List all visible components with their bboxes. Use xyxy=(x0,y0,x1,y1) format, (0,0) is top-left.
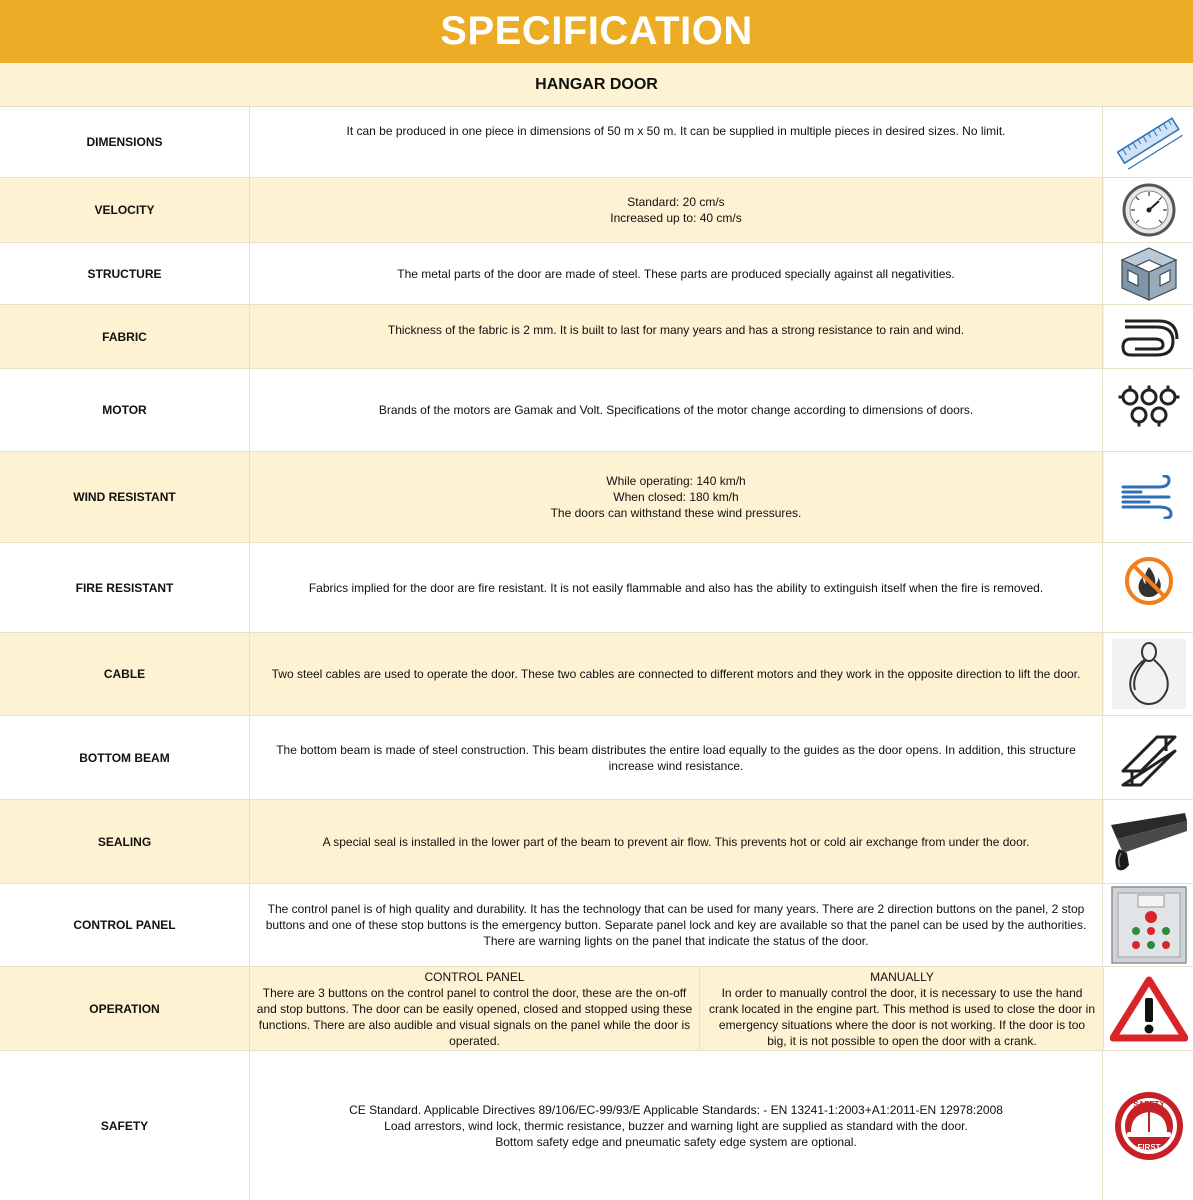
spec-description xyxy=(250,543,1103,632)
spec-description xyxy=(250,178,1103,242)
spec-line: There are warning lights on the panel that indicate the status of the door. xyxy=(483,934,869,948)
spec-line: The metal parts of the door are made of steel. These parts are produced specially against all negativities. xyxy=(397,266,955,281)
spec-line: There are 3 buttons on the control panel to control the door, these are the on-off xyxy=(262,986,687,1000)
spec-row-fabric xyxy=(0,305,1193,369)
spec-label: FABRIC xyxy=(0,305,250,368)
spec-line: Two steel cables are used to operate the door. These two cables are connected to different motors and they work in the opposite direction to lift the door. xyxy=(271,667,1081,681)
spec-label: SEALING xyxy=(0,800,250,883)
spec-line: and stop buttons. The door can be easily opened, closed and stopped using these xyxy=(256,1002,693,1016)
spec-description xyxy=(250,369,1103,451)
operation-heading: MANUALLY xyxy=(870,970,934,984)
warning-icon xyxy=(1104,967,1193,1050)
spec-label: OPERATION xyxy=(0,967,250,1050)
spec-row-motor xyxy=(0,369,1193,452)
spec-row-fire-resistant xyxy=(0,543,1193,633)
spec-line: The bottom beam is made of steel construction. This beam distributes the entire load equally to the guides as the door opens. In addition, this structure xyxy=(276,743,1076,757)
operation-control-panel xyxy=(250,967,700,1050)
spec-label: MOTOR xyxy=(0,369,250,451)
spec-label: WIND RESISTANT xyxy=(0,452,250,542)
spec-line: Bottom safety edge and pneumatic safety edge system are optional. xyxy=(495,1134,857,1149)
spec-label: CABLE xyxy=(0,633,250,715)
safety-first-badge-icon xyxy=(1104,1051,1193,1200)
spec-line: A special seal is installed in the lower part of the beam to prevent air flow. This prevents hot or cold air exchange from under the door. xyxy=(322,834,1030,849)
spec-description xyxy=(250,1051,1103,1200)
spec-description xyxy=(250,106,1103,177)
operation-split xyxy=(250,967,1104,1050)
control-box-icon xyxy=(1104,884,1193,966)
spec-description xyxy=(250,716,1103,799)
spec-row-sealing xyxy=(0,800,1193,884)
fabric-roll-icon xyxy=(1104,305,1193,368)
spec-line: In order to manually control the door, it is necessary to use the hand xyxy=(721,986,1083,1000)
spec-line: Thickness of the fabric is 2 mm. It is built to last for many years and has a strong resistance to rain and wind. xyxy=(387,323,965,337)
spec-label: SAFETY xyxy=(0,1051,250,1200)
spec-line: operated. xyxy=(449,1034,500,1048)
spec-row-safety xyxy=(0,1051,1193,1200)
no-fire-icon xyxy=(1104,543,1193,632)
spec-line: emergency situations where the door is not working. If the door is too xyxy=(718,1018,1086,1032)
spec-label: VELOCITY xyxy=(0,178,250,242)
spec-line: The control panel is of high quality and durability. It has the technology that can be used for many years. There are 2 direction buttons on the panel, 2 stop xyxy=(267,902,1085,916)
spec-row-dimensions xyxy=(0,106,1193,178)
gears-icon xyxy=(1104,369,1193,451)
speedometer-icon xyxy=(1104,178,1193,242)
spec-row-wind-resistant xyxy=(0,452,1193,543)
spec-row-velocity xyxy=(0,178,1193,243)
spec-line: crank located in the engine part. This method is used to close the door in xyxy=(708,1002,1095,1016)
product-name: HANGAR DOOR xyxy=(535,75,658,93)
spec-description xyxy=(250,633,1103,715)
spec-line: Fabrics implied for the door are fire resistant. It is not easily flammable and also has the ability to extinguish itself when the fire is removed. xyxy=(308,580,1044,595)
cable-sling-icon xyxy=(1104,633,1193,715)
badge-top-text: SAFETY xyxy=(1132,1099,1165,1109)
spec-label: BOTTOM BEAM xyxy=(0,716,250,799)
page-title: SPECIFICATION xyxy=(440,9,753,53)
spec-line: functions. There are also audible and visual signals on the panel while the door is xyxy=(258,1018,691,1032)
title-banner xyxy=(0,0,1193,63)
spec-description xyxy=(250,800,1103,883)
spec-line: big, it is not possible to open the door with a crank. xyxy=(767,1034,1037,1048)
spec-line: Load arrestors, wind lock, thermic resistance, buzzer and warning light are supplied as standard with the door. xyxy=(384,1118,968,1133)
subtitle-bar xyxy=(0,63,1193,107)
spec-line: buttons and one of these stop buttons is the emergency button. Separate panel lock and key are available so that the panel can be used by the authorities. xyxy=(265,918,1087,932)
seal-profile-icon xyxy=(1104,800,1193,883)
spec-row-operation xyxy=(0,967,1193,1051)
spec-description xyxy=(250,243,1103,304)
operation-heading: CONTROL PANEL xyxy=(424,970,525,984)
spec-line: Increased up to: 40 cm/s xyxy=(610,211,742,225)
spec-line: Brands of the motors are Gamak and Volt. Specifications of the motor change according to dimensions of doors. xyxy=(378,403,974,417)
spec-row-structure xyxy=(0,243,1193,305)
spec-description xyxy=(250,305,1103,368)
spec-description xyxy=(250,884,1103,966)
spec-line: When closed: 180 km/h xyxy=(613,490,739,504)
spec-label: STRUCTURE xyxy=(0,243,250,304)
spec-row-control-panel xyxy=(0,884,1193,967)
spec-line: It can be produced in one piece in dimensions of 50 m x 50 m. It can be supplied in multiple pieces in desired sizes. No limit. xyxy=(346,124,1006,138)
spec-label: FIRE RESISTANT xyxy=(0,543,250,632)
operation-manually xyxy=(701,967,1103,1050)
spec-row-cable xyxy=(0,633,1193,716)
spec-line: The doors can withstand these wind pressures. xyxy=(550,506,802,520)
i-beam-icon xyxy=(1104,716,1193,799)
spec-description xyxy=(250,452,1103,542)
spec-label: CONTROL PANEL xyxy=(0,884,250,966)
wind-icon xyxy=(1104,452,1193,542)
spec-line: While operating: 140 km/h xyxy=(606,474,746,488)
spec-line: CE Standard. Applicable Directives 89/106/EC-99/93/E Applicable Standards: - EN 13241-1:2003+A1:2011-EN 12978:2008 xyxy=(349,1102,1003,1117)
spec-line: Standard: 20 cm/s xyxy=(627,195,725,209)
badge-bottom-text: FIRST xyxy=(1136,1142,1161,1152)
spec-line: increase wind resistance. xyxy=(608,759,744,773)
spec-label: DIMENSIONS xyxy=(0,106,250,177)
ruler-icon xyxy=(1104,106,1193,177)
steel-cube-icon xyxy=(1104,243,1193,304)
spec-row-bottom-beam xyxy=(0,716,1193,800)
